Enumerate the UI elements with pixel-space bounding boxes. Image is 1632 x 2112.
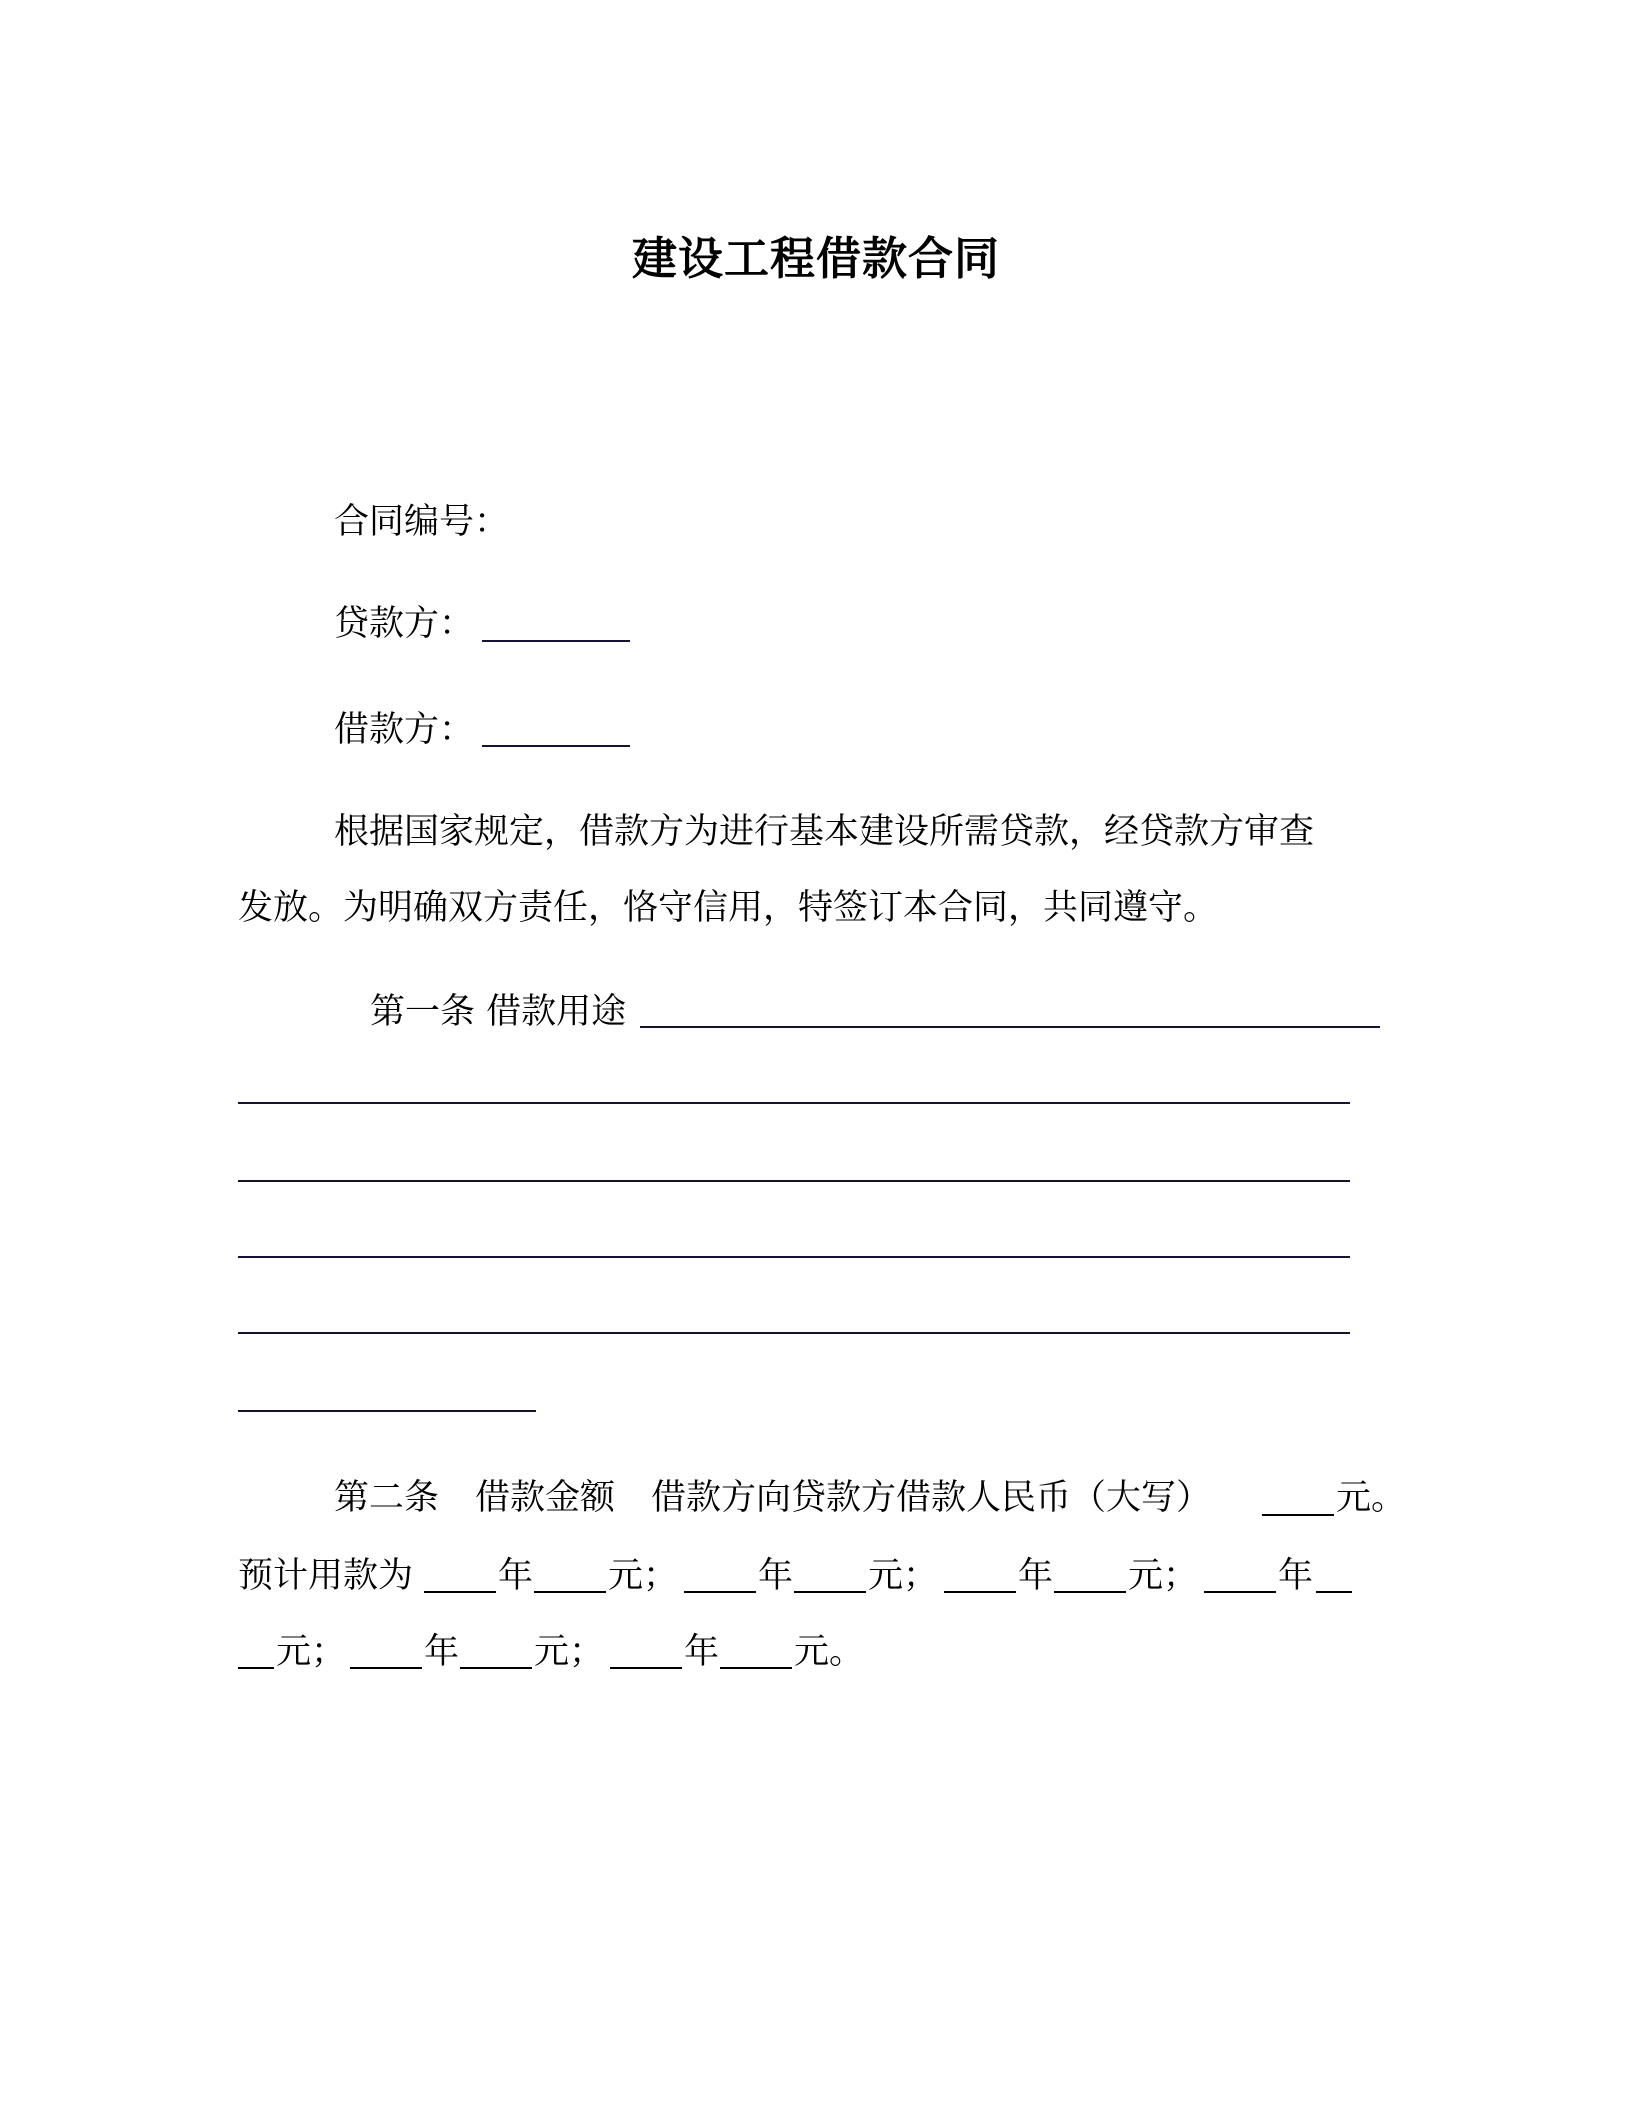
yuan-label-5: 元； (534, 1632, 605, 1672)
year-label-5: 年 (424, 1632, 460, 1672)
amount-blank-1[interactable] (534, 1591, 606, 1593)
article1-blank-line-2[interactable] (238, 1102, 1350, 1104)
amount-blank-4b[interactable] (238, 1667, 274, 1669)
lender-line (334, 600, 474, 648)
yuan-label-2: 元； (868, 1556, 939, 1596)
planned-usage-label: 预计用款为 (238, 1556, 414, 1596)
yuan-label-6: 元。 (794, 1632, 865, 1672)
amount-blank-6[interactable] (720, 1667, 792, 1669)
borrower-label: 借款方： (334, 710, 475, 750)
contract-number-label: 合同编号： (334, 502, 510, 542)
year-blank-3[interactable] (944, 1591, 1016, 1593)
borrower-name-blank[interactable] (482, 745, 630, 747)
year-blank-1[interactable] (424, 1591, 496, 1593)
article1-blank-line-3[interactable] (238, 1180, 1350, 1182)
year-blank-4[interactable] (1204, 1591, 1276, 1593)
article1-blank-line-6[interactable] (238, 1410, 536, 1412)
article2-yuan-end: 元。 (1336, 1478, 1407, 1518)
article2-text-a: 借款方向贷款方借款人民币（大写） (651, 1478, 1212, 1518)
amount-blank-2[interactable] (794, 1591, 866, 1593)
amount-blank-4a[interactable] (1316, 1591, 1352, 1593)
preamble-line-2: 发放。为明确双方责任，恪守信用，特签订本合同，共同遵守。 (238, 888, 1219, 928)
article1-blank-line-5[interactable] (238, 1332, 1350, 1334)
year-label-6: 年 (684, 1632, 720, 1672)
borrower-line (334, 706, 474, 754)
article1-heading: 第一条 借款用途 (370, 992, 627, 1032)
article2-line-1 (334, 1474, 1211, 1522)
article2-subheading: 借款金额 (475, 1478, 616, 1518)
contract-title: 建设工程借款合同 (631, 232, 1000, 285)
article1-blank-line-1[interactable] (640, 1026, 1380, 1028)
year-blank-5[interactable] (350, 1667, 422, 1669)
yuan-label-4: 元； (276, 1632, 347, 1672)
year-blank-6[interactable] (610, 1667, 682, 1669)
article1-blank-line-4[interactable] (238, 1256, 1350, 1258)
preamble-line-1: 根据国家规定，借款方为进行基本建设所需贷款，经贷款方审查 (334, 812, 1315, 852)
amount-in-words-blank[interactable] (1262, 1514, 1334, 1516)
yuan-label-1: 元； (608, 1556, 679, 1596)
year-label-2: 年 (758, 1556, 794, 1596)
amount-blank-5[interactable] (460, 1667, 532, 1669)
year-label-4: 年 (1278, 1556, 1314, 1596)
lender-label: 贷款方： (334, 604, 475, 644)
article2-heading: 第二条 (334, 1478, 440, 1518)
year-label-3: 年 (1018, 1556, 1054, 1596)
amount-blank-3[interactable] (1054, 1591, 1126, 1593)
lender-name-blank[interactable] (482, 640, 630, 642)
yuan-label-3: 元； (1128, 1556, 1199, 1596)
contract-number-line (334, 498, 509, 546)
year-blank-2[interactable] (684, 1591, 756, 1593)
year-label-1: 年 (498, 1556, 534, 1596)
